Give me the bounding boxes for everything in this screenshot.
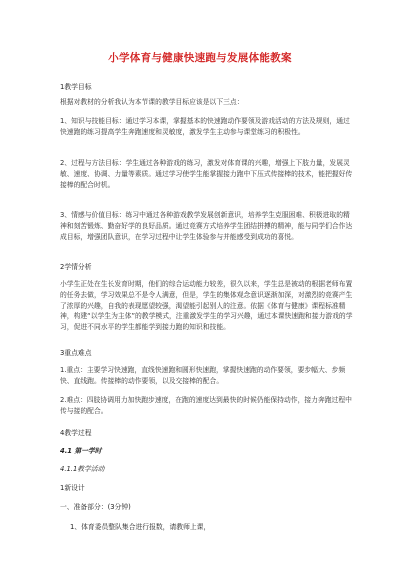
prep-step-1: 1、体育委员整队集合进行报数，请教师上课， bbox=[70, 523, 211, 531]
document-title: 小学体育与健康快速跑与发展体能教案 bbox=[108, 52, 292, 64]
process-heading: 4教学过程 bbox=[60, 429, 92, 437]
objectives-intro: 根据对教材的分析我认为本节课的教学目标应该是以下三点： bbox=[60, 98, 244, 106]
keypoint-difficulty: 2.难点：四肢协调用力加快跑步速度，在跑的速度达到最快的时候仍能保持动作，接力奔跑过程中传与接的配合。 bbox=[60, 396, 352, 415]
design-heading: 1新设计 bbox=[60, 484, 85, 492]
keypoints-heading: 3重点难点 bbox=[60, 349, 92, 357]
objective-emotion: 3、情感与价值目标：练习中通过各种游戏教学发展创新意识，培养学生克服困难、积极进取的精神和刻苦锻炼、勤奋好学的良好品质。通过竞赛方式培养学生团结拼搏的精神，能与同学们合作达成目标，增强团队意识，在学习过程中让学生体验参与并能感受到成功的喜悦。 bbox=[60, 211, 353, 241]
analysis-text: 小学生正处在生长发育时期，他们的综合运动能力较差，很久以来，学生总是被动的根据老师布置的任务去做，学习效果总不是令人满意，但是，学生的集体观念意识逐渐加深，对激烈的竞赛产生了浓厚的兴趣，自我的表现愿望较强，渴望能引起别人的注意。依据《体育与健康》课程标准精神，构建“以学生为主体”的教学模式，注重激发学生的学习兴趣，通过本课快速跑和接力游戏的学习，促进不同水平的学生都能学到接力跑的知识和技能。 bbox=[60, 280, 353, 332]
prep-part-heading: 一、准备部分：(3分钟) bbox=[60, 503, 131, 511]
activity-heading: 4.1 第一学时 bbox=[60, 447, 102, 455]
keypoint-focus: 1.重点：主要学习快速跑，直线快速跑和圆形快速跑，掌握快速跑的动作要领，要步幅大、步频快、直线跑。传接棒的动作要领，以及交接棒的配合。 bbox=[60, 366, 346, 385]
analysis-heading: 2学情分析 bbox=[60, 263, 92, 271]
objectives-heading: 1教学目标 bbox=[60, 83, 92, 91]
activity-subheading: 4.1.1教学活动 bbox=[60, 465, 105, 473]
objective-knowledge: 1、知识与技能目标：通过学习本课，掌握基本的快速跑动作要领及游戏活动的方法及规则，通过快速跑的练习提高学生奔跑速度和灵敏度，激发学生主动参与课堂练习的积极性。 bbox=[60, 117, 350, 136]
objective-process: 2、过程与方法目标：学生通过各种游戏的练习，激发对体育课的兴趣，增强上下肢力量，发展灵敏、速度、协调、力量等素质。通过学习使学生能掌握接力跑中下压式传接棒的技术，能把握好传接棒的配合时机。 bbox=[60, 159, 353, 189]
